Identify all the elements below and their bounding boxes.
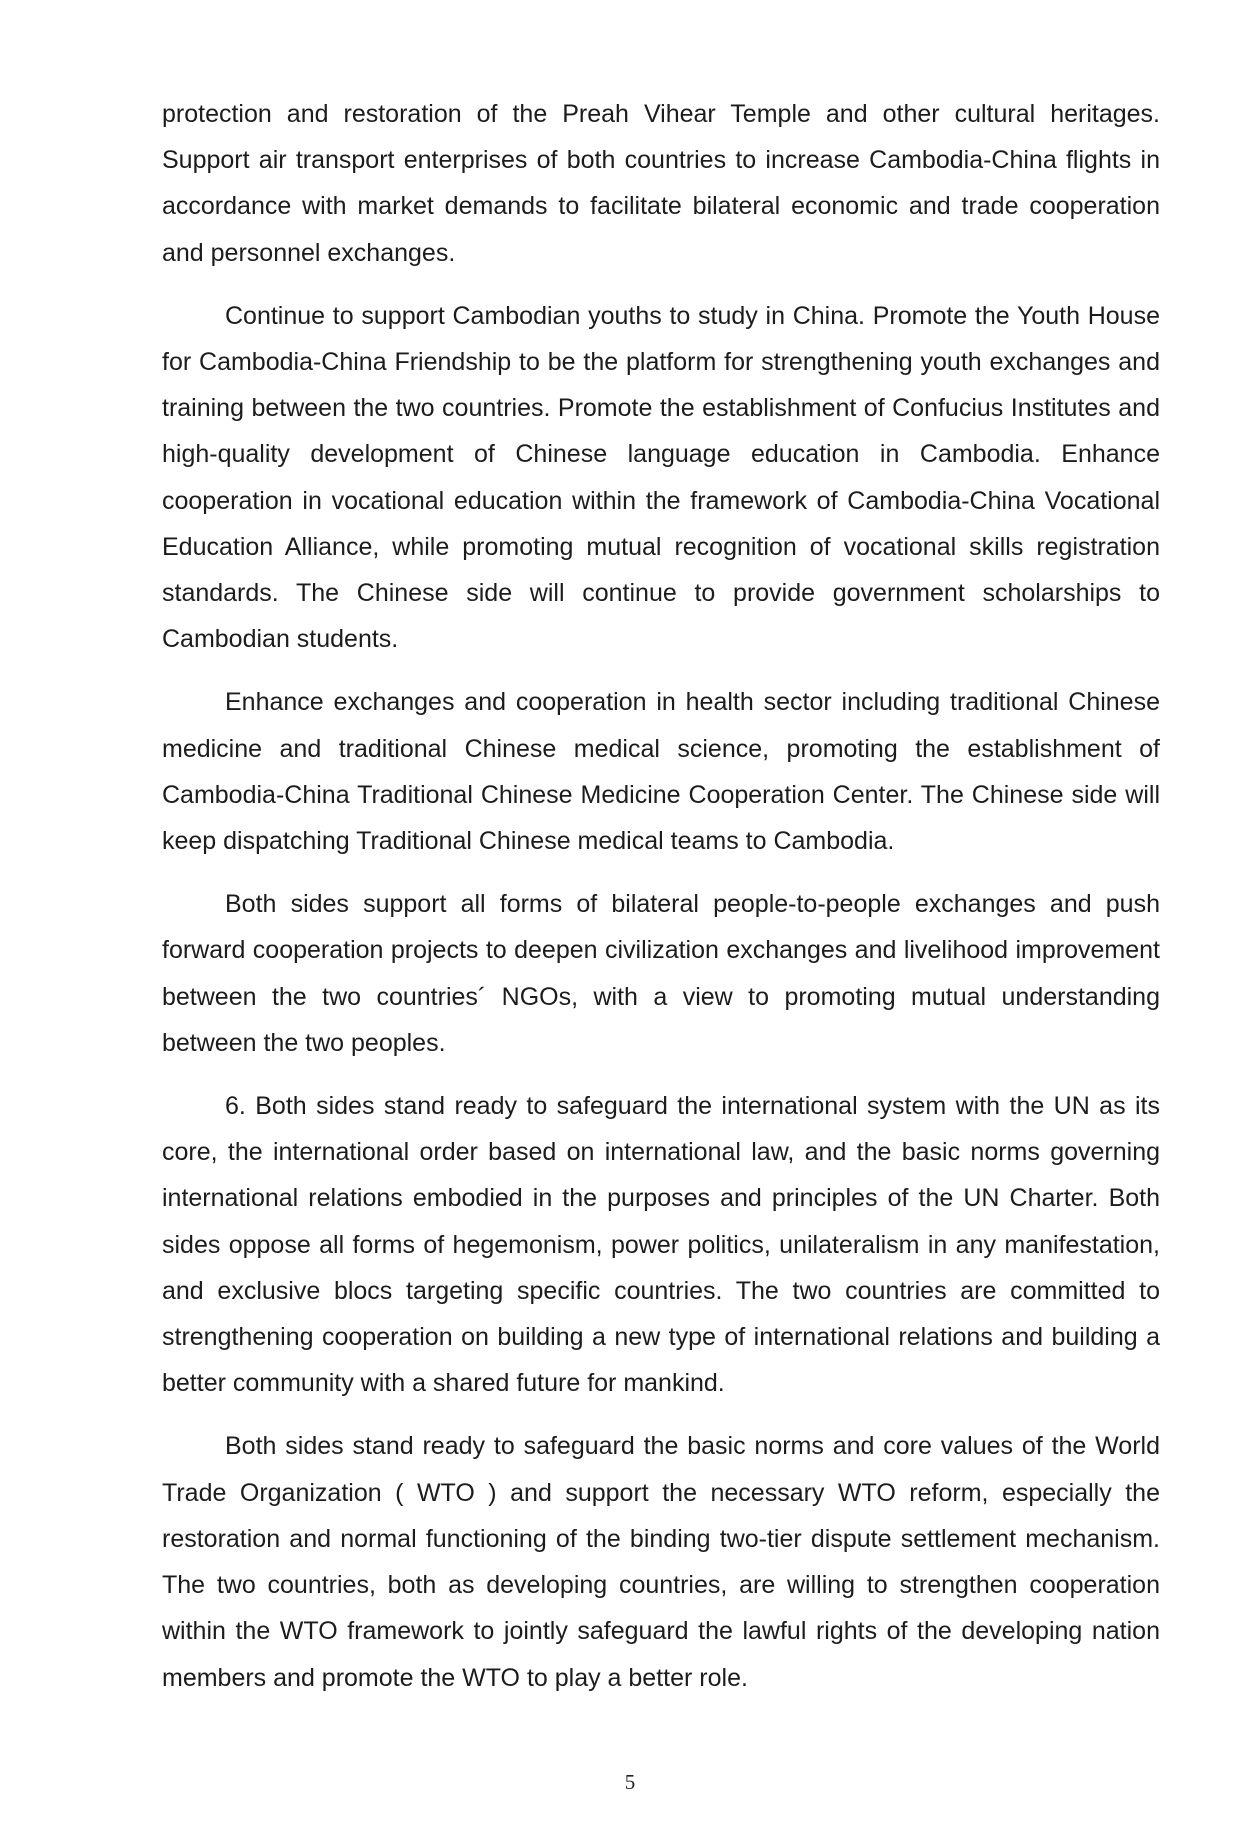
paragraph-youth-education: Continue to support Cambodian youths to study in China. Promote the Youth House for Cambodia-China Friendship to be the platform for strengthening youth exchanges and training between the two countries. Promote the establishment of Confucius Institutes and high-quality development of Chinese language education in Cambodia. Enhance cooperation in vocational education within the framework of Cambodia-China Vocational Education Alliance, while promoting mutual recognition of vocational skills registration standards. The Chinese side will continue to provide government scholarships to Cambodian students. [162,301,1160,654]
paragraph-health-cooperation: Enhance exchanges and cooperation in health sector including traditional Chinese medicine and traditional Chinese medical science, promoting the establishment of Cambodia-China Traditional Chinese Medicine Cooperation Center. The Chinese side will keep dispatching Traditional Chinese medical teams to Cambodia. [162,688,1160,856]
paragraph-wto: Both sides stand ready to safeguard the basic norms and core values of the World Trade Organization ( WTO ) and support the necessary WTO reform, especially the restoration and normal functioning of the binding two-tier dispute settlement mechanism. The two countries, both as developing countries, are willing to strengthen cooperation within the WTO framework to jointly safeguard the lawful rights of the developing nation members and promote the WTO to play a better role. [162,1432,1160,1692]
paragraph-international-system: 6. Both sides stand ready to safeguard the international system with the UN as its core, the international order based on international law, and the basic norms governing international relations embodied in the purposes and principles of the UN Charter. Both sides oppose all forms of hegemonism, power politics, unilateralism in any manifestation, and exclusive blocs targeting specific countries. The two countries are committed to strengthening cooperation on building a new type of international relations and building a better community with a shared future for mankind. [162,1092,1160,1398]
page-number: 5 [624,1770,636,1794]
document-body [162,91,1160,1718]
paragraph-air-transport: protection and restoration of the Preah Vihear Temple and other cultural heritages. Support air transport enterprises of both countries to increase Cambodia-China flights in accordance with market demands to facilitate bilateral economic and trade cooperation and personnel exchanges. [162,100,1160,267]
paragraph-people-exchanges: Both sides support all forms of bilateral people-to-people exchanges and push forward cooperation projects to deepen civilization exchanges and livelihood improvement between the two countries´ NGOs, with a view to promoting mutual understanding between the two peoples. [162,890,1160,1057]
